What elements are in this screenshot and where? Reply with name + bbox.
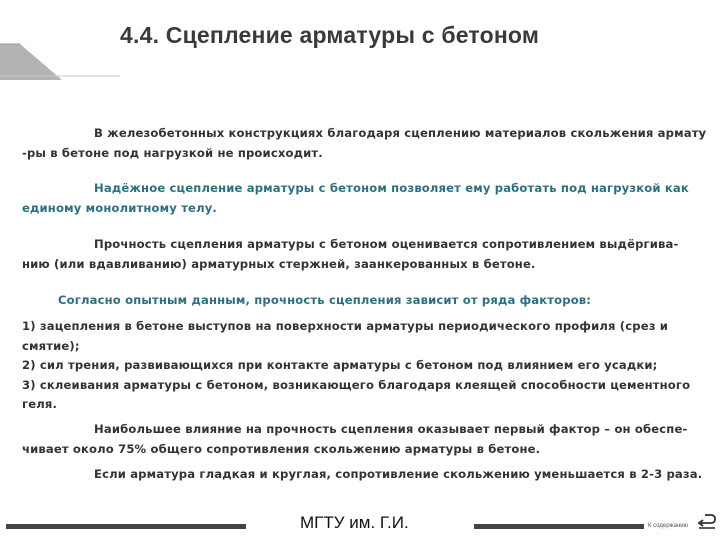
factor-item-2: 2) сил трения, развивающихся при контакте арматуры с бетоном под влиянием его усадки; bbox=[22, 358, 658, 372]
factor-item-3-line-2: геля. bbox=[22, 397, 58, 411]
paragraph-4-text: Согласно опытным данным, прочность сцепления зависит от ряда факторов: bbox=[58, 293, 592, 307]
factor-item-1-line-2: смятие); bbox=[22, 338, 80, 353]
paragraph-2-line-1: Надёжное сцепление арматуры с бетоном позволяет ему работать под нагрузкой как bbox=[94, 181, 689, 195]
paragraph-3 bbox=[22, 235, 712, 274]
footer-bar-left bbox=[6, 524, 246, 529]
paragraph-2-line-2: единому монолитному телу. bbox=[22, 200, 217, 215]
corner-decoration bbox=[0, 0, 120, 80]
nav-contents-link[interactable]: К содержанию bbox=[648, 523, 689, 529]
paragraph-5 bbox=[22, 420, 712, 459]
paragraph-1 bbox=[22, 124, 712, 163]
factor-list bbox=[22, 317, 712, 415]
footer-institution: МГТУ им. Г.И. bbox=[300, 513, 409, 532]
return-arrow-icon[interactable] bbox=[697, 512, 717, 532]
paragraph-1-line-2: -ры в бетоне под нагрузкой не происходит. bbox=[22, 145, 323, 160]
slide-title: 4.4. Сцепление арматуры с бетоном bbox=[120, 22, 540, 48]
factor-item-1-line-1: 1) зацепления в бетоне выступов на поверхности арматуры периодического профиля (срез и bbox=[22, 319, 669, 333]
paragraph-1-line-1: В железобетонных конструкциях благодаря сцеплению материалов скольжения армату bbox=[94, 126, 707, 140]
paragraph-6-text: Если арматура гладкая и круглая, сопротивление скольжению уменьшается в 2-3 раза. bbox=[94, 467, 703, 481]
paragraph-2 bbox=[22, 179, 712, 218]
factor-item-3-line-1: 3) склеивания арматуры с бетоном, возникающего благодаря клеящей способности цементного bbox=[22, 377, 691, 392]
paragraph-4 bbox=[22, 291, 712, 311]
paragraph-3-line-2: нию (или вдавливанию) арматурных стержней, заанкерованных в бетоне. bbox=[22, 256, 536, 271]
paragraph-5-line-2: чивает около 75% общего сопротивления скольжению арматуры в бетоне. bbox=[22, 441, 541, 456]
paragraph-3-line-1: Прочность сцепления арматуры с бетоном оценивается сопротивлением выдёргива- bbox=[94, 237, 679, 251]
paragraph-5-line-1: Наибольшее влияние на прочность сцепления оказывает первый фактор – он обеспе- bbox=[94, 422, 688, 436]
paragraph-6 bbox=[22, 465, 712, 485]
footer-bar-right bbox=[474, 524, 644, 529]
